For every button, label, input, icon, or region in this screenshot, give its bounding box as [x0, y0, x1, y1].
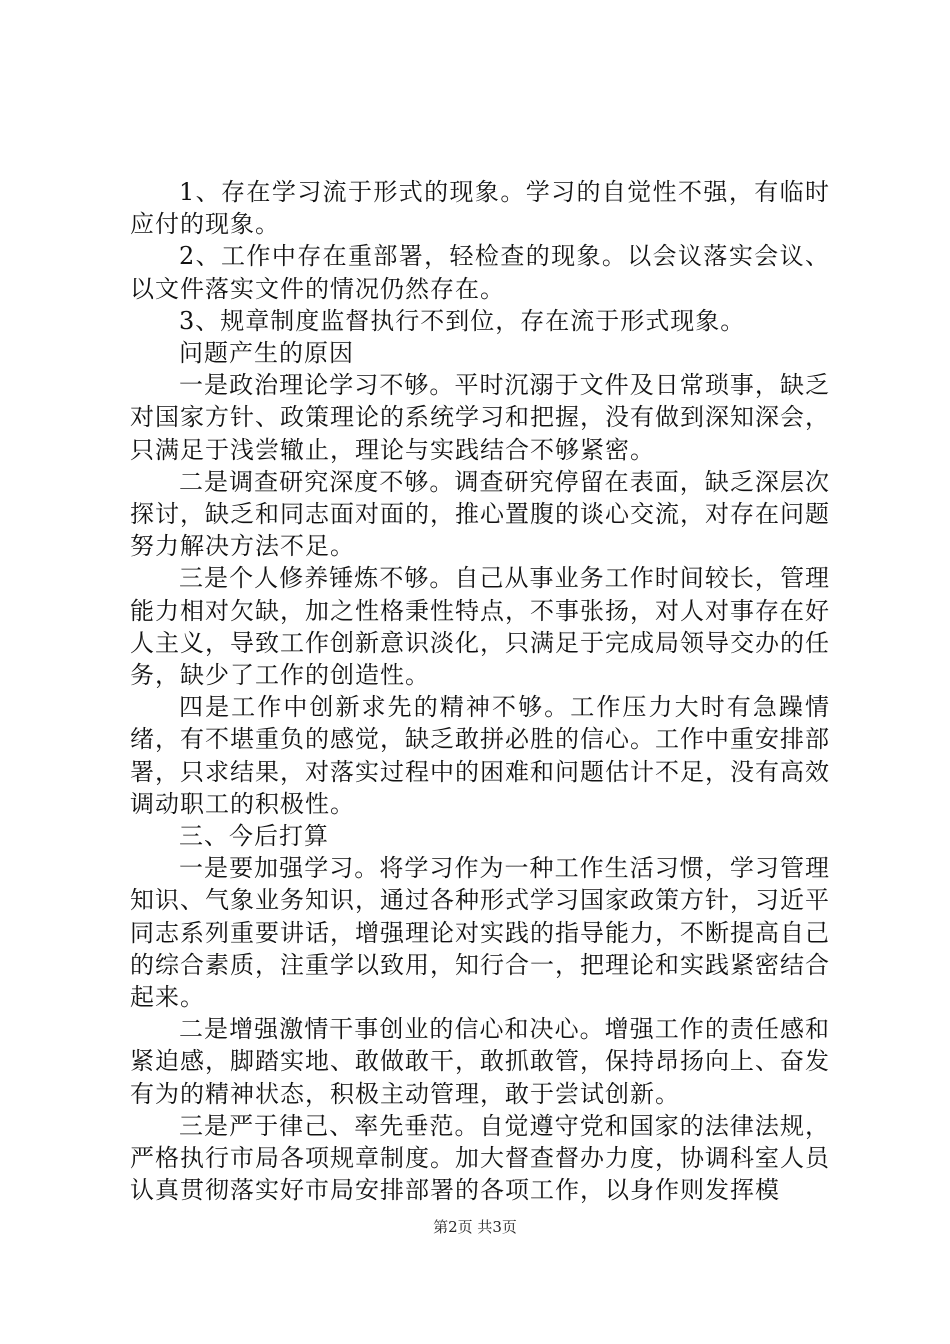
paragraph-plan-2: 二是增强激情干事创业的信心和决心。增强工作的责任感和紧迫感，脚踏实地、敢做敢干，敢抓敢管，保持昂扬向上、奋发有为的精神状态，积极主动管理，敢于尝试创新。: [130, 1015, 830, 1108]
paragraph-issue-3: 3、规章制度监督执行不到位，存在流于形式现象。: [179, 306, 746, 335]
section-heading-plans: 三、今后打算: [179, 822, 329, 851]
paragraph-cause-4: 四是工作中创新求先的精神不够。工作压力大时有急躁情绪，有不堪重负的感觉，缺乏敢拼必胜的信心。工作中重安排部署，只求结果，对落实过程中的困难和问题估计不足，没有高效调动职工的积极性。: [130, 693, 830, 818]
paragraph-cause-1: 一是政治理论学习不够。平时沉溺于文件及日常琐事，缺乏对国家方针、政策理论的系统学习和把握，没有做到深知深会，只满足于浅尝辙止，理论与实践结合不够紧密。: [130, 371, 830, 464]
paragraph-issue-1: 1、存在学习流于形式的现象。学习的自觉性不强，有临时应付的现象。: [130, 178, 830, 239]
page-footer: 第2页 共3页: [433, 1218, 517, 1236]
paragraph-plan-1: 一是要加强学习。将学习作为一种工作生活习惯，学习管理知识、气象业务知识，通过各种形式学习国家政策方针，习近平同志系列重要讲话，增强理论对实践的指导能力，不断提高自己的综合素质，注重学以致用，知行合一，把理论和实践紧密结合起来。: [130, 854, 830, 1012]
paragraph-plan-3: 三是严于律己、率先垂范。自觉遵守党和国家的法律法规，严格执行市局各项规章制度。加大督查督办力度，协调科室人员认真贯彻落实好市局安排部署的各项工作，以身作则发挥模: [130, 1111, 830, 1205]
document-body: [130, 176, 830, 1207]
paragraph-issue-2: 2、工作中存在重部署，轻检查的现象。以会议落实会议、以文件落实文件的情况仍然存在。: [130, 242, 830, 303]
paragraph-cause-2: 二是调查研究深度不够。调查研究停留在表面，缺乏深层次探讨，缺乏和同志面对面的，推心置腹的谈心交流，对存在问题努力解决方法不足。: [130, 467, 830, 561]
paragraph-cause-3: 三是个人修养锤炼不够。自己从事业务工作时间较长，管理能力相对欠缺，加之性格秉性特点，不事张扬，对人对事存在好人主义，导致工作创新意识淡化，只满足于完成局领导交办的任务，缺少了工作的创造性。: [130, 564, 830, 690]
section-heading-causes: 问题产生的原因: [179, 339, 354, 368]
